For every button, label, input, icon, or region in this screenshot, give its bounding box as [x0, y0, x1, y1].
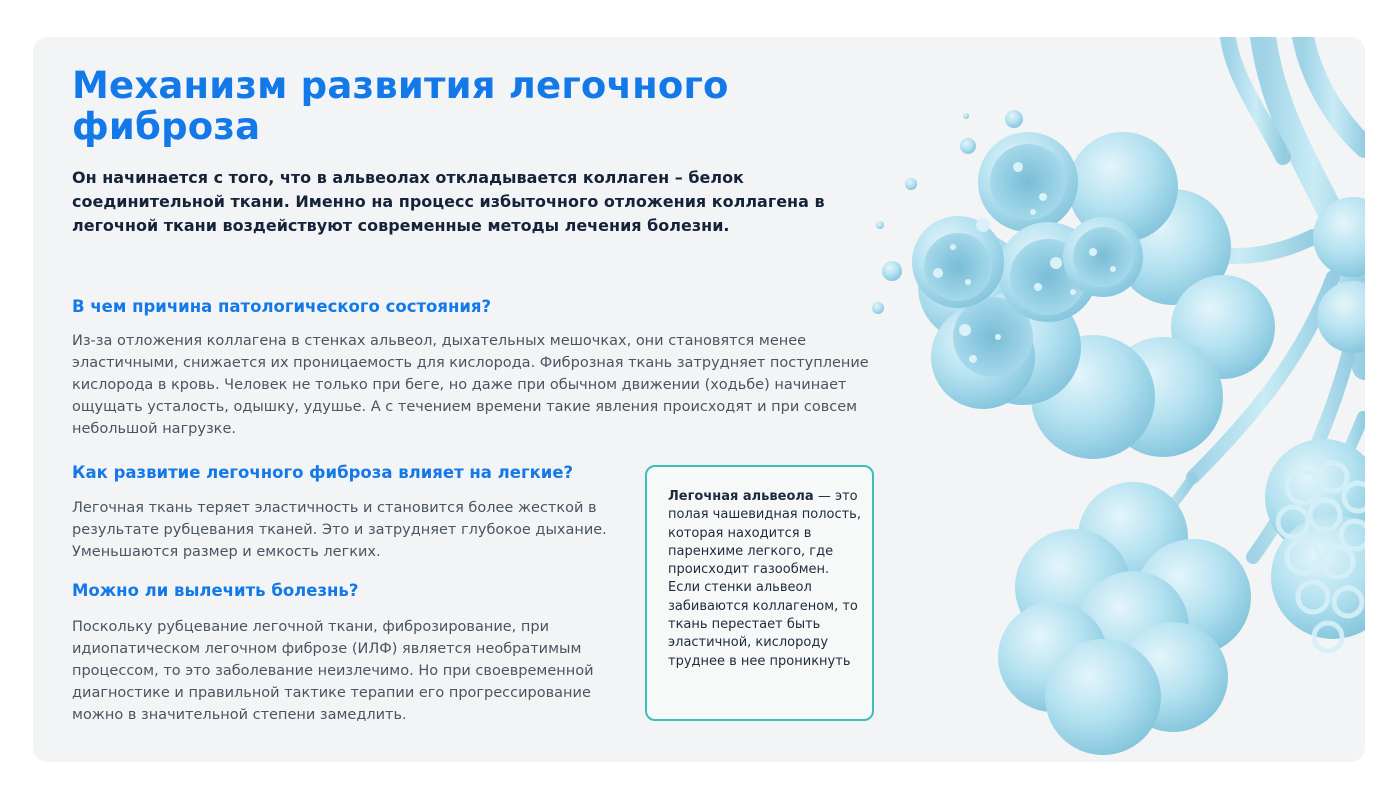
note-term: Легочная альвеола — [668, 489, 814, 504]
section-heading-cause: В чем причина патологического состояния? — [72, 297, 492, 316]
page-title: Механизм развития легочного фиброза — [72, 64, 729, 148]
section-text-cure: Поскольку рубцевание легочной ткани, фиброзирование, при идиопатическом легочном фиброзе (ИЛФ) является необратимым процессом, то это заболевание неизлечимо. Но при своевременной диагностике и правильной тактике терапии его прогрессирование можно в значительной степени замедлить. — [72, 619, 594, 723]
note-definition: — это полая чашевидная полость, которая находится в паренхиме легкого, где происходит газообмен. Если стенки альвеол забиваются коллагеном, то ткань перестает быть эластичной, кислороду труднее в нее проникнуть — [668, 489, 861, 669]
lead-paragraph: Он начинается с того, что в альвеолах откладывается коллаген – белок соединительной ткани. Именно на процесс избыточного отложения коллагена в легочной ткани воздействуют современные методы лечения болезни. — [72, 168, 825, 235]
section-heading-cure: Можно ли вылечить болезнь? — [72, 581, 359, 600]
content-card — [33, 37, 1365, 762]
section-text-cause: Из-за отложения коллагена в стенках альвеол, дыхательных мешочках, они становятся менее эластичными, снижается их проницаемость для кислорода. Фиброзная ткань затрудняет поступление кислорода в кровь. Человек не только при беге, но даже при обычном движении (ходьбе) начинает ощущать усталость, одышку, удушье. А с течением времени такие явления происходят и при совсем небольшой нагрузке. — [72, 333, 869, 437]
alveoli-illustration — [833, 37, 1365, 762]
section-heading-effect: Как развитие легочного фиброза влияет на легкие? — [72, 463, 574, 482]
section-text-effect: Легочная ткань теряет эластичность и становится более жесткой в результате рубцевания тканей. Это и затрудняет глубокое дыхание. Уменьшаются размер и емкость легких. — [72, 500, 607, 560]
